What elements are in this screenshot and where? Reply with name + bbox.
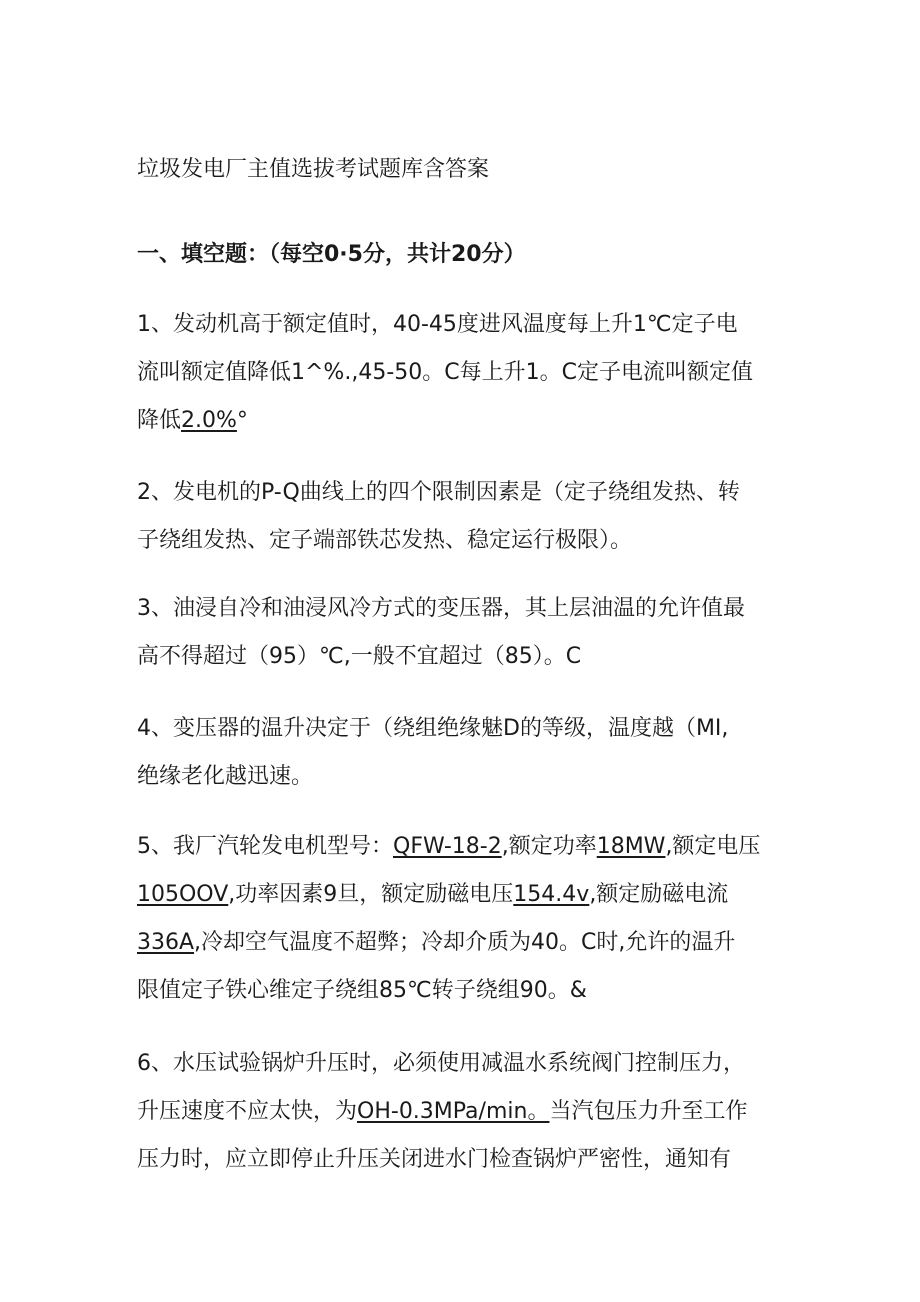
question-text: 4、变压器的温升决定于（绕组绝缘魅D的等级，温度越（MI, — [137, 716, 729, 741]
question-5 — [137, 823, 797, 1015]
question-4 — [137, 705, 797, 801]
question-text: 1、发动机高于额定值时，40-45度进风温度每上升1℃定子电 — [137, 312, 738, 337]
question-text: 当汽包压力升至工作 — [549, 1099, 748, 1124]
question-1 — [137, 301, 797, 445]
question-5-line-4 — [137, 967, 797, 1015]
question-text: ,额定电压 — [665, 834, 761, 859]
answer-blank: 336A — [137, 930, 195, 955]
question-text: 限值定子铁心维定子绕组85℃转子绕组90。& — [137, 978, 587, 1003]
question-1-line-3 — [137, 397, 797, 445]
question-2-line-2 — [137, 517, 797, 565]
question-text: ° — [236, 408, 248, 433]
question-5-line-1 — [137, 823, 797, 871]
answer-blank: 18MW — [596, 834, 666, 859]
question-text: 子绕组发热、定子端部铁芯发热、稳定运行极限）。 — [137, 528, 633, 553]
question-3-line-1 — [137, 585, 797, 633]
question-3-line-2 — [137, 633, 797, 681]
question-1-line-2 — [137, 349, 797, 397]
question-2-line-1 — [137, 469, 797, 517]
question-text: 5、我厂汽轮发电机型号： — [137, 834, 393, 859]
question-6 — [137, 1040, 797, 1184]
question-5-line-3 — [137, 919, 797, 967]
question-text: 高不得超过（95）℃,一般不宜超过（85）。C — [137, 644, 582, 669]
answer-blank: QFW-18-2 — [393, 834, 502, 859]
question-text: 绝缘老化越迅速。 — [137, 764, 314, 789]
question-6-line-3 — [137, 1136, 797, 1184]
question-text: 流叫额定值降低1^%.,45-50。C每上升1。C定子电流叫额定值 — [137, 360, 753, 385]
question-text: ,功率因素9旦，额定励磁电压 — [228, 882, 514, 907]
question-text: ,额定励磁电流 — [589, 882, 729, 907]
question-6-line-1 — [137, 1040, 797, 1088]
question-2 — [137, 469, 797, 565]
question-text: 降低 — [137, 408, 182, 433]
question-1-line-1 — [137, 301, 797, 349]
answer-blank: 105OOV — [137, 882, 229, 907]
document-title: 垃圾发电厂主值选拔考试题库含答案 — [137, 157, 490, 182]
question-4-line-2 — [137, 753, 797, 801]
question-text: 3、油浸自冷和油浸风冷方式的变压器，其上层油温的允许值最 — [137, 596, 745, 621]
answer-blank: 2.0% — [181, 408, 237, 433]
question-text: 升压速度不应太快，为 — [137, 1099, 358, 1124]
question-text: ,冷却空气温度不超弊；冷却介质为40。C时,允许的温升 — [194, 930, 736, 955]
question-5-line-2 — [137, 871, 797, 919]
question-6-line-2 — [137, 1088, 797, 1136]
question-text: 2、发电机的P-Q曲线上的四个限制因素是（定子绕组发热、转 — [137, 480, 740, 505]
answer-blank: OH-0.3MPa/min。 — [357, 1099, 550, 1124]
section-heading-fill-in-blank: 一、填空题：（每空0·5分，共计20分） — [137, 242, 526, 267]
question-text: ,额定功率 — [501, 834, 597, 859]
question-3 — [137, 585, 797, 681]
question-text: 6、水压试验锅炉升压时，必须使用减温水系统阀门控制压力， — [137, 1051, 745, 1076]
question-text: 压力时，应立即停止升压关闭进水门检查锅炉严密性，通知有 — [137, 1147, 732, 1172]
question-4-line-1 — [137, 705, 797, 753]
answer-blank: 154.4v — [513, 882, 590, 907]
